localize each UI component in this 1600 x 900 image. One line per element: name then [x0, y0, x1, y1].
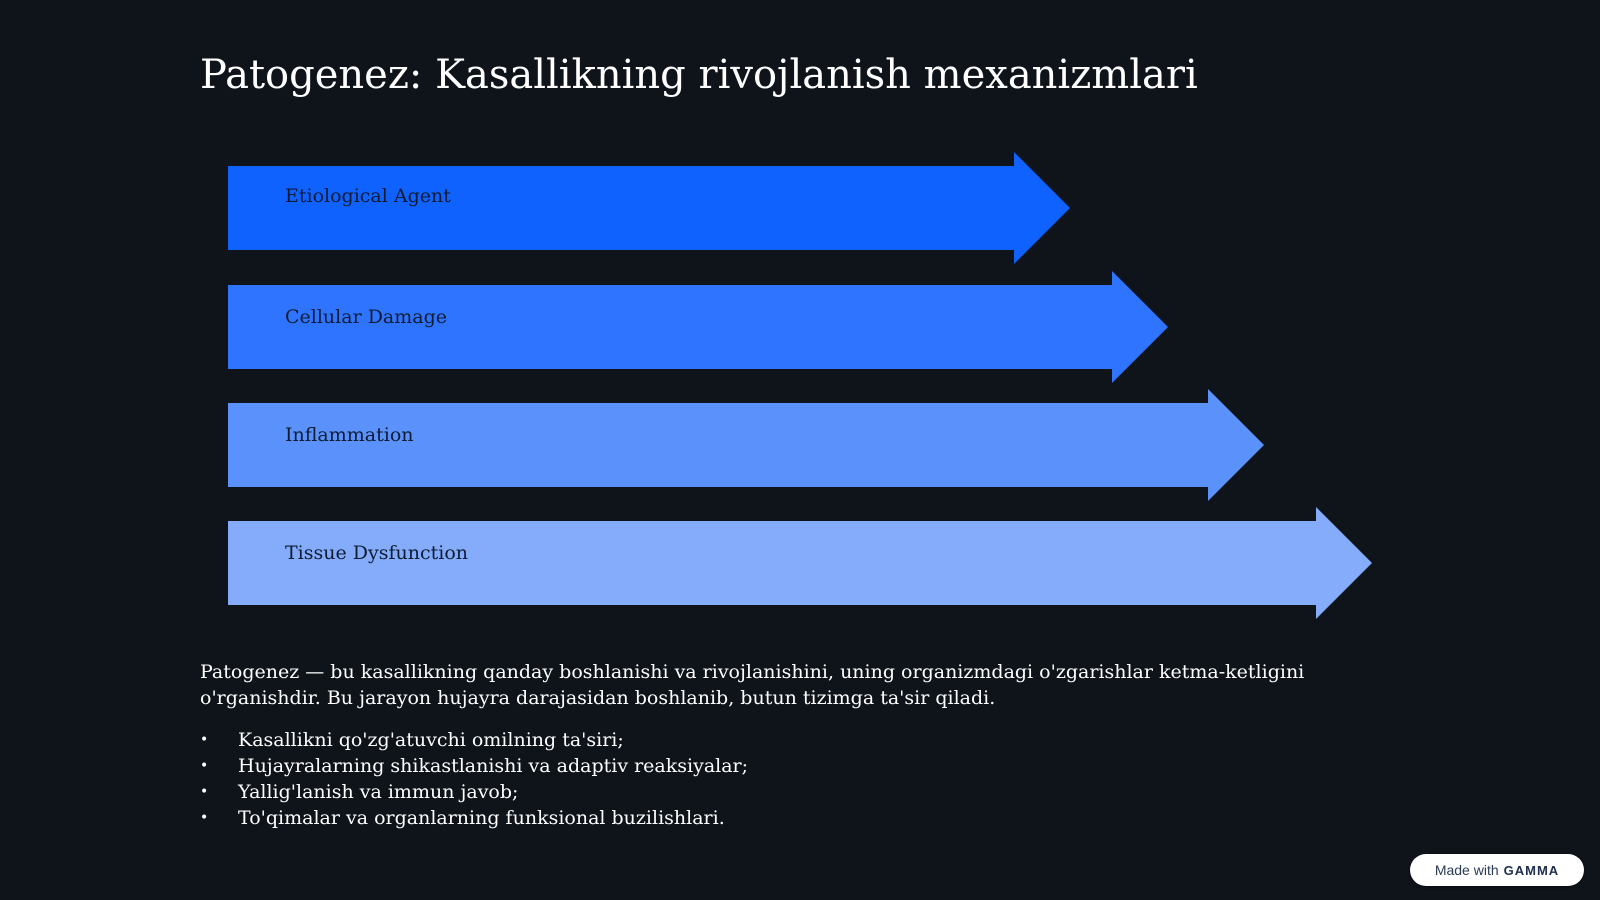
stage-arrow-etiological-agent: [228, 152, 1070, 264]
stage-arrow-tissue-dysfunction: [228, 507, 1372, 619]
bullet-dot-icon: •: [200, 810, 209, 826]
bullet-dot-icon: •: [200, 732, 209, 748]
bullet-text: Kasallikni qo'zg'atuvchi omilning ta'siri;: [238, 729, 624, 751]
bullet-text: To'qimalar va organlarning funksional buzilishlari.: [238, 807, 725, 829]
bullet-text: Yallig'lanish va immun javob;: [238, 781, 519, 803]
bullet-item: [200, 753, 748, 779]
made-with-gamma-badge[interactable]: [1410, 854, 1584, 886]
stage-arrow-cellular-damage: [228, 271, 1168, 383]
stage-label: Inflammation: [285, 424, 414, 446]
stage-label: Etiological Agent: [285, 185, 451, 207]
gamma-logo: GAMMA: [1503, 862, 1560, 878]
bullet-item: [200, 805, 748, 831]
bullet-dot-icon: •: [200, 758, 209, 774]
description-paragraph: Patogenez — bu kasallikning qanday boshlanishi va rivojlanishini, uning organizmdagi o'zgarishlar ketma-ketligini o'rganishdir. Bu jarayon hujayra darajasidan boshlanib, butun tizimga ta'sir qiladi.: [200, 661, 1305, 709]
stage-label: Tissue Dysfunction: [285, 542, 469, 564]
badge-prefix: Made with: [1434, 862, 1499, 878]
bullet-text: Hujayralarning shikastlanishi va adaptiv reaksiyalar;: [238, 755, 749, 777]
bullet-dot-icon: •: [200, 784, 209, 800]
stage-label: Cellular Damage: [285, 306, 448, 328]
bullet-item: [200, 779, 748, 805]
bullet-list: [200, 727, 748, 831]
stage-arrow-inflammation: [228, 389, 1264, 501]
slide-title: Patogenez: Kasallikning rivojlanish mexanizmlari: [200, 52, 1198, 98]
bullet-item: [200, 727, 748, 753]
